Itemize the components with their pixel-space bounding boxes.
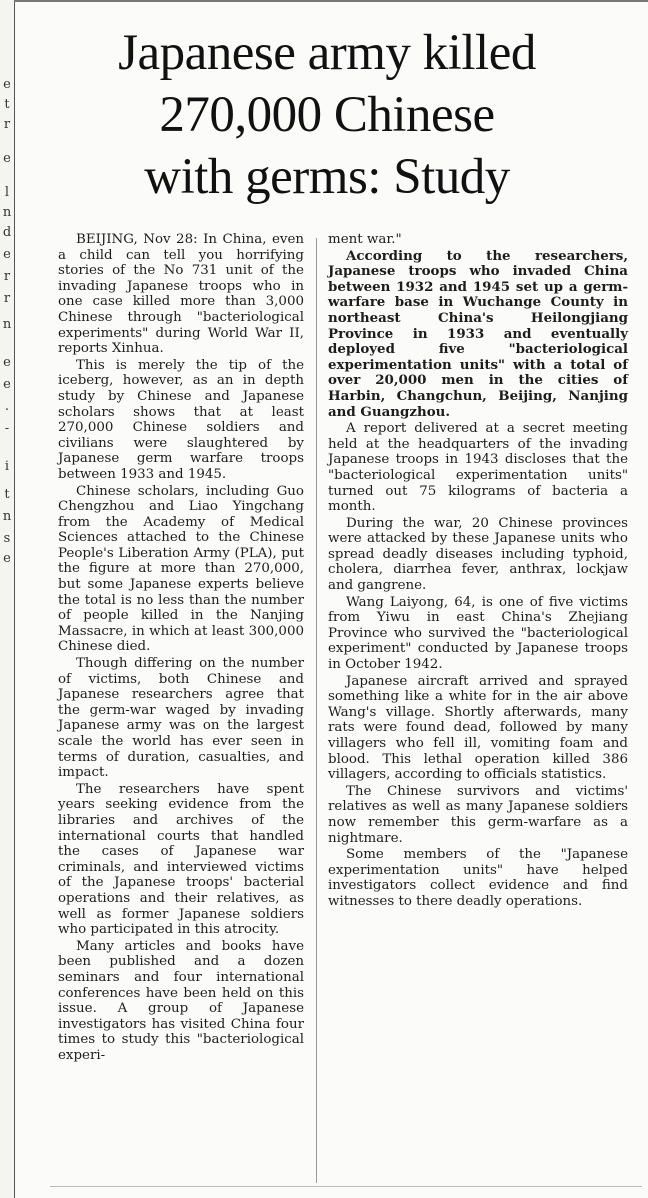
edge-fragment: r — [3, 117, 11, 132]
edge-fragment: e — [3, 355, 11, 370]
paragraph: Though differing on the number of victims, both Chinese and Japanese researchers agree that the germ-war waged by invading Japanese army was on the largest scale the world has ever seen in terms of duration, casualties, and impact. — [58, 656, 304, 781]
edge-fragment: - — [4, 421, 10, 436]
edge-fragment: l — [4, 185, 10, 200]
edge-fragment: e — [3, 377, 11, 392]
edge-fragment: t — [4, 487, 10, 502]
paragraph: Wang Laiyong, 64, is one of five victims from Yiwu in east China's Zhejiang Province who survived the "bacteriological experiment" conducted by Japanese troops in October 1942. — [328, 594, 628, 673]
headline-line: Japanese army killed — [118, 25, 536, 81]
article-column-left — [58, 232, 304, 1064]
paragraph: The Chinese survivors and victims' relatives as well as many Japanese soldiers now remember this germ-warfare as a nightmare. — [328, 783, 628, 846]
article-headline — [22, 22, 632, 208]
edge-fragment: r — [3, 291, 11, 306]
edge-fragment: e — [3, 551, 11, 566]
paragraph: This is merely the tip of the iceberg, however, as an in depth study by Chinese and Japanese scholars shows that at least 270,000 Chinese soldiers and civilians were slaughtered by Japanese germ warfare troops between 1933 and 1945. — [58, 357, 304, 482]
edge-fragment: s — [3, 531, 11, 546]
paragraph-highlighted: According to the researchers, Japanese troops who invaded China between 1932 and 1945 set up a germ-warfare base in Wuchange County in northeast China's Heilongjiang Province in 1933 and eventually deployed five "bacteriological experimentation units" with a total of over 20,000 men in the cities of Harbin, Changchun, Beijing, Nanjing and Guangzhou. — [328, 247, 628, 420]
paragraph-continuation: ment war." — [328, 232, 402, 247]
edge-fragment: e — [3, 77, 11, 92]
edge-fragment: e — [3, 151, 11, 166]
edge-fragment: t — [4, 97, 10, 112]
edge-fragment: n — [2, 205, 12, 220]
headline-line: 270,000 Chinese — [159, 87, 495, 143]
article-column-right — [328, 232, 628, 911]
bottom-rule — [50, 1186, 642, 1187]
paragraph: BEIJING, Nov 28: In China, even a child can tell you horrifying stories of the No 731 unit of the invading Japanese troops who in one case killed more than 3,000 Chinese through "bacteriological experiments" during World War II, reports Xinhua. — [58, 232, 304, 357]
column-separator — [316, 238, 317, 1183]
paragraph: A report delivered at a secret meeting held at the headquarters of the invading Japanese troops in 1943 discloses that the "bacteriological experimentation units" turned out 75 kilograms of bacteria a month. — [328, 421, 628, 515]
edge-fragment: i — [4, 459, 10, 474]
edge-fragment: n — [2, 509, 12, 524]
edge-fragment: n — [2, 317, 12, 332]
paragraph: Chinese scholars, including Guo Chengzhou and Liao Yingchang from the Academy of Medical Sciences attached to the Chinese People's Liberation Army (PLA), put the figure at more than 270,000, but some Japanese experts believe the total is no less than the number of people killed in the Nanjing Massacre, in which at least 300,000 Chinese died. — [58, 483, 304, 655]
edge-fragment: e — [3, 247, 11, 262]
paragraph: Japanese aircraft arrived and sprayed something like a white for in the air above Wang's village. Shortly afterwards, many rats were found dead, followed by many villagers who fell ill, vomiting foam and blood. This lethal operation killed 386 villagers, according to officials statistics. — [328, 673, 628, 783]
paragraph: During the war, 20 Chinese provinces were attacked by these Japanese units who spread deadly diseases including typhoid, cholera, diarrhea fever, anthrax, lockjaw and gangrene. — [328, 515, 628, 594]
paragraph: Some members of the "Japanese experimentation units" have helped investigators collect evidence and find witnesses to there deadly operations. — [328, 847, 628, 909]
headline-line: with germs: Study — [144, 149, 510, 205]
paragraph: Many articles and books have been published and a dozen seminars and four international conferences have been held on this issue. A group of Japanese investigators has visited China four times to study this "bacteriological experi- — [58, 938, 304, 1063]
adjacent-column-edge — [0, 0, 15, 1198]
edge-fragment: r — [3, 269, 11, 284]
edge-fragment: . — [4, 399, 10, 414]
paragraph: The researchers have spent years seeking evidence from the libraries and archives of the international courts that handled the cases of Japanese war criminals, and interviewed victims of the Japanese troops' bacterial operations and their relatives, as well as former Japanese soldiers who participated in this atrocity. — [58, 781, 304, 938]
top-rule — [14, 0, 648, 2]
edge-fragment: d — [2, 225, 12, 240]
